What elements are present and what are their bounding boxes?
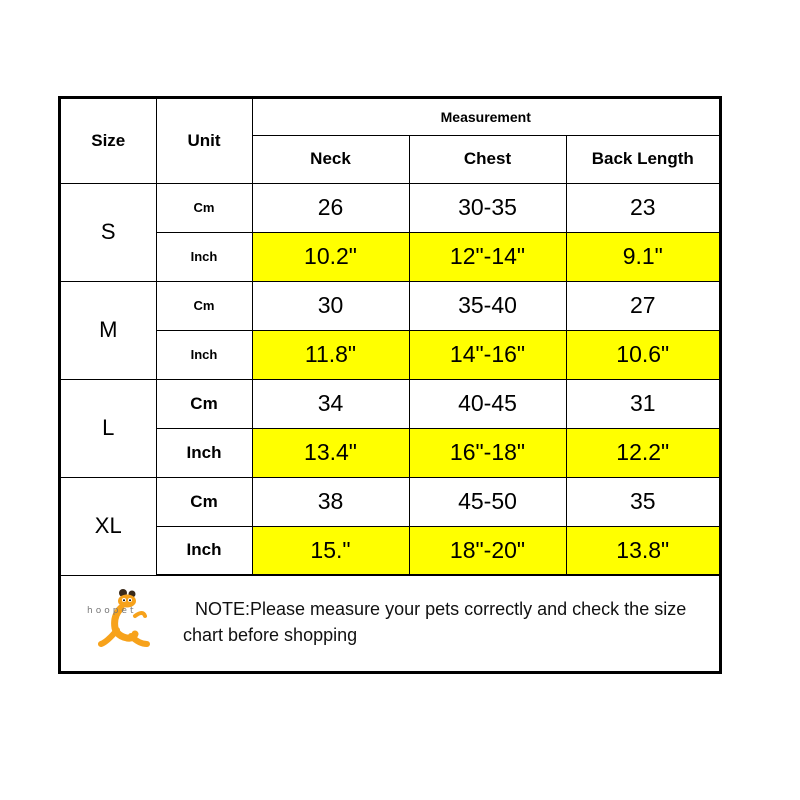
- unit-header: Unit: [156, 99, 252, 183]
- table-row: [61, 330, 719, 379]
- neck-header: Neck: [252, 135, 409, 183]
- measurement-header: Measurement: [252, 99, 719, 135]
- table-row: [61, 183, 719, 232]
- table-row: [61, 428, 719, 477]
- note-text: NOTE:Please measure your pets correctly and check the size chart before shopping: [183, 599, 687, 645]
- size-chart-table: [61, 99, 719, 576]
- table-row: [61, 526, 719, 575]
- size-chart-frame: [58, 96, 722, 674]
- chest-value: 40-45: [409, 379, 566, 428]
- chest-header: Chest: [409, 135, 566, 183]
- table-row: [61, 232, 719, 281]
- back-length-header: Back Length: [566, 135, 719, 183]
- note-area: [61, 576, 719, 662]
- unit-cell: Cm: [156, 281, 252, 330]
- chest-value: 18"-20": [409, 526, 566, 575]
- back-length-value: 31: [566, 379, 719, 428]
- chest-value: 14"-16": [409, 330, 566, 379]
- chest-value: 12"-14": [409, 232, 566, 281]
- neck-value: 26: [252, 183, 409, 232]
- chest-value: 35-40: [409, 281, 566, 330]
- neck-value: 15.": [252, 526, 409, 575]
- unit-cell: Inch: [156, 232, 252, 281]
- neck-value: 38: [252, 477, 409, 526]
- neck-value: 10.2": [252, 232, 409, 281]
- unit-cell: Cm: [156, 477, 252, 526]
- orange-dog-mascot-icon: [83, 586, 159, 654]
- unit-cell: Inch: [156, 526, 252, 575]
- chest-value: 30-35: [409, 183, 566, 232]
- unit-cell: Inch: [156, 428, 252, 477]
- size-cell: M: [61, 281, 156, 379]
- table-row: [61, 281, 719, 330]
- logo-text: hoopet: [87, 606, 137, 616]
- size-cell: S: [61, 183, 156, 281]
- chest-value: 16"-18": [409, 428, 566, 477]
- unit-cell: Inch: [156, 330, 252, 379]
- size-header: Size: [61, 99, 156, 183]
- back-length-value: 10.6": [566, 330, 719, 379]
- back-length-value: 35: [566, 477, 719, 526]
- back-length-value: 23: [566, 183, 719, 232]
- neck-value: 11.8": [252, 330, 409, 379]
- neck-value: 30: [252, 281, 409, 330]
- back-length-value: 27: [566, 281, 719, 330]
- size-cell: L: [61, 379, 156, 477]
- size-cell: XL: [61, 477, 156, 575]
- unit-cell: Cm: [156, 379, 252, 428]
- hoopet-logo: [83, 586, 159, 654]
- back-length-value: 13.8": [566, 526, 719, 575]
- table-row: [61, 477, 719, 526]
- chest-value: 45-50: [409, 477, 566, 526]
- neck-value: 34: [252, 379, 409, 428]
- table-row: [61, 379, 719, 428]
- unit-cell: Cm: [156, 183, 252, 232]
- back-length-value: 9.1": [566, 232, 719, 281]
- back-length-value: 12.2": [566, 428, 719, 477]
- neck-value: 13.4": [252, 428, 409, 477]
